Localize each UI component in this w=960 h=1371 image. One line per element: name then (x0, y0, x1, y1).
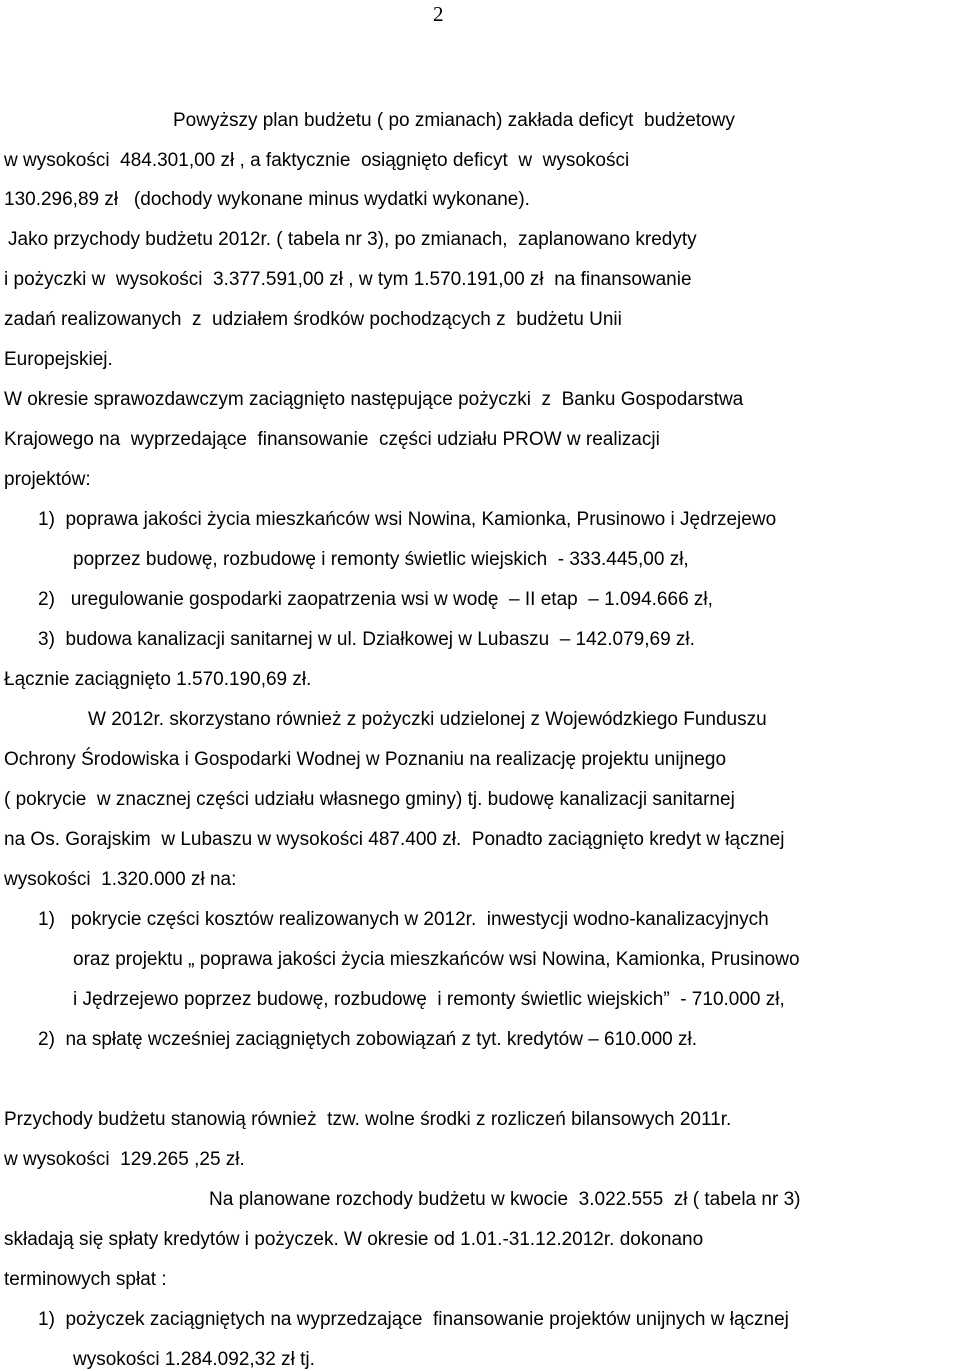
text-line: Łącznie zaciągnięto 1.570.190,69 zł. (4, 669, 312, 690)
text-line: W okresie sprawozdawczym zaciągnięto następujące pożyczki z Banku Gospodarstwa (4, 389, 744, 410)
list-item-continuation: i Jędrzejewo poprzez budowę, rozbudowę i remonty świetlic wiejskich” - 710.000 zł, (73, 989, 785, 1010)
text-line: W 2012r. skorzystano również z pożyczki udzielonej z Wojewódzkiego Funduszu (88, 709, 767, 730)
page-number: 2 (433, 2, 444, 26)
list-item: 1) pokrycie części kosztów realizowanych w 2012r. inwestycji wodno-kanalizacyjnych (38, 909, 769, 930)
text-line: ( pokrycie w znacznej części udziału własnego gminy) tj. budowę kanalizacji sanitarnej (4, 789, 735, 810)
text-line: 130.296,89 zł (dochody wykonane minus wydatki wykonane). (4, 189, 530, 210)
list-item: 3) budowa kanalizacji sanitarnej w ul. Działkowej w Lubaszu – 142.079,69 zł. (38, 629, 695, 650)
text-line: zadań realizowanych z udziałem środków pochodzących z budżetu Unii (4, 309, 622, 330)
text-line: Europejskiej. (4, 349, 113, 370)
text-line: terminowych spłat : (4, 1269, 167, 1290)
list-item: 1) pożyczek zaciągniętych na wyprzedzające finansowanie projektów unijnych w łącznej (38, 1309, 789, 1330)
list-item: 1) poprawa jakości życia mieszkańców wsi Nowina, Kamionka, Prusinowo i Jędrzejewo (38, 509, 777, 530)
list-item-continuation: poprzez budowę, rozbudowę i remonty świetlic wiejskich - 333.445,00 zł, (73, 549, 689, 570)
text-line: składają się spłaty kredytów i pożyczek. W okresie od 1.01.-31.12.2012r. dokonano (4, 1229, 704, 1250)
text-line: Jako przychody budżetu 2012r. ( tabela nr 3), po zmianach, zaplanowano kredyty (8, 229, 697, 250)
list-item: 2) uregulowanie gospodarki zaopatrzenia wsi w wodę – II etap – 1.094.666 zł, (38, 589, 713, 610)
text-line: w wysokości 484.301,00 zł , a faktycznie osiągnięto deficyt w wysokości (4, 150, 630, 171)
text-line: Powyższy plan budżetu ( po zmianach) zakłada deficyt budżetowy (173, 110, 735, 131)
text-line: Przychody budżetu stanowią również tzw. wolne środki z rozliczeń bilansowych 2011r. (4, 1109, 732, 1130)
text-line: wysokości 1.320.000 zł na: (4, 869, 237, 890)
list-item: 2) na spłatę wcześniej zaciągniętych zobowiązań z tyt. kredytów – 610.000 zł. (38, 1029, 698, 1050)
text-line: w wysokości 129.265 ,25 zł. (4, 1149, 245, 1170)
text-line: Ochrony Środowiska i Gospodarki Wodnej w Poznaniu na realizację projektu unijnego (4, 749, 727, 770)
list-item-continuation: oraz projektu „ poprawa jakości życia mieszkańców wsi Nowina, Kamionka, Prusinowo (73, 949, 800, 970)
list-item-continuation: wysokości 1.284.092,32 zł tj. (73, 1349, 315, 1370)
text-line: Krajowego na wyprzedające finansowanie części udziału PROW w realizacji (4, 429, 660, 450)
text-line: na Os. Gorajskim w Lubaszu w wysokości 487.400 zł. Ponadto zaciągnięto kredyt w łącznej (4, 829, 785, 850)
text-line: Na planowane rozchody budżetu w kwocie 3.022.555 zł ( tabela nr 3) (209, 1189, 801, 1210)
text-line: i pożyczki w wysokości 3.377.591,00 zł , w tym 1.570.191,00 zł na finansowanie (4, 269, 692, 290)
text-line: projektów: (4, 469, 91, 490)
